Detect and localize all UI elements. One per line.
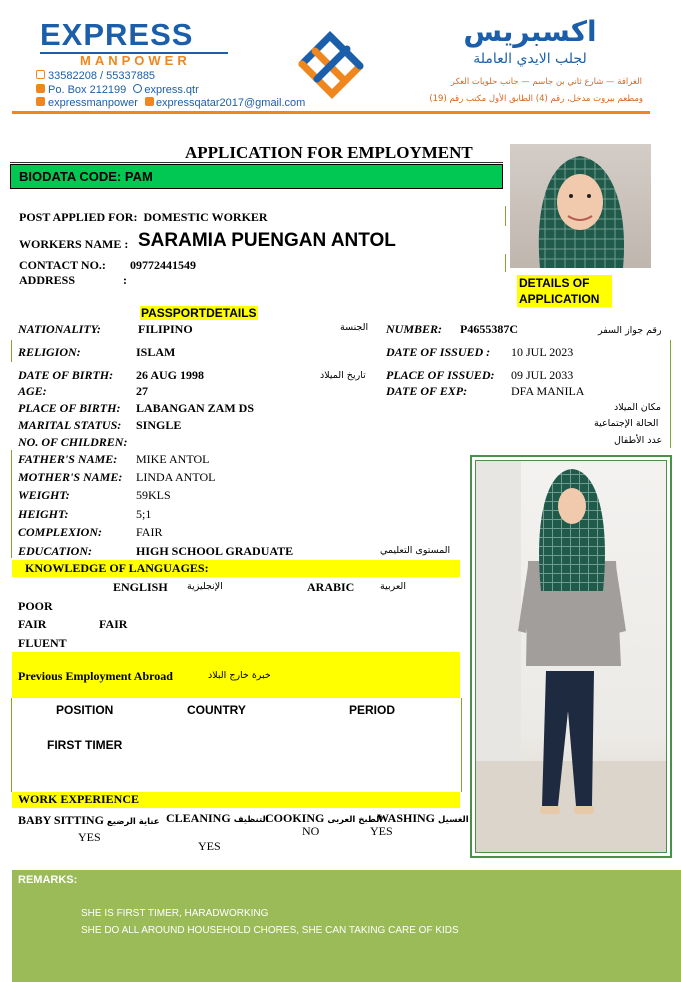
washing-ar: الغسيل [438,815,469,825]
washing-text: WASHING [377,811,436,825]
form-title: APPLICATION FOR EMPLOYMENT [185,143,473,162]
contact-row-edge [505,254,506,272]
arabic-ar: العربية [380,581,406,592]
facebook-text: express.qtr [144,83,199,96]
pobox-line [36,84,305,98]
cooking-label [265,811,382,826]
employment-heading-ar: خبرة خارج البلاد [208,670,271,681]
cleaning-text: CLEANING [166,811,231,825]
father-label: FATHER'S NAME: [18,452,118,466]
mother-label: MOTHER'S NAME: [18,470,123,484]
education-ar: المستوى التعليمي [380,545,451,556]
pob-value: LABANGAN ZAM DS [136,401,255,415]
address-colon: : [123,273,127,287]
cooking-value: NO [302,824,320,838]
height-label: HEIGHT: [18,507,69,521]
post-row-edge [505,206,506,226]
full-body-photo [475,460,667,853]
email-icon [145,97,154,106]
remarks-panel [12,870,681,982]
age-value: 27 [136,384,148,398]
employment-heading: Previous Employment Abroad [18,669,173,683]
phone-line [36,70,305,84]
cleaning-value: YES [198,839,221,853]
weight-label: WEIGHT: [18,488,70,502]
cooking-ar: الطبخ العربى [327,815,383,825]
right-edge-line [670,340,671,448]
remarks-line-2: SHE DO ALL AROUND HOUSEHOLD CHORES, SHE CAN TAKING CARE OF KIDS [81,925,459,936]
position-value: FIRST TIMER [47,738,123,752]
age-label: AGE: [18,384,47,398]
country-column-header: COUNTRY [187,703,246,717]
contact-value: 09772441549 [130,258,196,272]
address-label: ADDRESS [19,273,76,287]
nationality-label: NATIONALITY: [18,322,101,336]
remarks-label: REMARKS: [18,874,78,886]
header-divider [12,111,650,114]
social-line [36,97,305,111]
pob-label: PLACE OF BIRTH: [18,401,121,415]
passport-number-ar: رقم جواز السفر [598,325,662,336]
passport-number-label: NUMBER: [386,322,443,336]
marital-label: MARITAL STATUS: [18,418,122,432]
work-experience-heading: WORK EXPERIENCE [12,792,460,808]
arabic-logo-name: اكسبريس [463,15,597,48]
post-applied-row [19,210,268,225]
arabic-logo-sub: لجلب الايدي العاملة [473,51,587,67]
left-edge-line [11,340,12,362]
dob-label: DATE OF BIRTH: [18,368,114,382]
full-body-image [476,461,666,852]
employment-right-edge [461,698,462,792]
arabic-address-1: الغرافة — شارع ثاني بن جاسم — جانب حلويات العكر [450,77,642,87]
biodata-code-bar: BIODATA CODE: PAM [10,164,503,189]
dob-value: 26 AUG 1998 [136,368,205,382]
dob-ar: تاريخ الميلاد [320,370,366,381]
marital-ar: الحالة الإجتماعية [594,418,659,429]
letterhead [0,0,681,118]
baby-sitting-label [18,813,160,828]
knot-emblem-icon [290,24,372,106]
marital-value: SINGLE [136,418,182,432]
date-issued-label: DATE OF ISSUED : [386,345,491,359]
complexion-value: FAIR [136,525,163,539]
religion-value: ISLAM [136,345,176,359]
pob-ar: مكان الميلاد [614,402,662,413]
logo-wordmark: EXPRESS [40,17,194,52]
place-issued-label: PLACE OF ISSUED: [386,368,495,382]
instagram-text: expressmanpower [48,97,138,109]
full-body-photo-frame [470,455,672,858]
english-label: ENGLISH [113,580,168,594]
mail-icon [36,84,45,93]
arabic-label: ARABIC [307,580,355,594]
workers-name-label: WORKERS NAME : [19,237,129,251]
english-ar: الإنجليزية [187,581,223,592]
cooking-text: COOKING [265,811,325,825]
cleaning-label [166,811,269,826]
date-exp-value: DFA MANILA [511,384,585,398]
passport-number-value: P4655387C [460,322,518,336]
position-column-header: POSITION [56,703,114,717]
washing-value: YES [370,824,393,838]
baby-sitting-ar: عناية الرضيع [106,817,160,827]
phone-icon [36,70,45,79]
weight-value: 59KLS [136,488,171,502]
contact-block [36,70,305,111]
education-label: EDUCATION: [18,544,93,558]
children-label: NO. OF CHILDREN: [18,435,128,449]
father-value: MIKE ANTOL [136,452,210,466]
workers-name-value: SARAMIA PUENGAN ANTOL [138,230,396,251]
passport-details-heading: PASSPORTDETAILS [141,306,257,320]
languages-heading: KNOWLEDGE OF LANGUAGES: [12,560,460,577]
arabic-address-2: ومطعم بيروت مدخل، رقم (4) الطابق الأول مكتب رقم (19) [429,94,643,104]
arabic-logo [430,14,630,68]
logo-subtitle: MANPOWER [80,53,191,68]
mother-value: LINDA ANTOL [136,470,216,484]
post-value: DOMESTIC WORKER [143,210,268,224]
contact-label: CONTACT NO.: [19,258,106,272]
religion-label: RELIGION: [18,345,81,359]
baby-sitting-text: BABY SITTING [18,813,104,827]
level-fair: FAIR [18,617,47,631]
place-issued-value: 09 JUL 2033 [511,368,574,382]
remarks-line-1: SHE IS FIRST TIMER, HARADWORKING [81,908,269,919]
nationality-ar: الجنسة [340,322,369,333]
children-ar: عدد الأطفال [614,435,663,446]
left-edge-line-2 [11,450,12,558]
facebook-icon [133,84,142,93]
employment-left-edge [11,698,12,792]
post-label: POST APPLIED FOR: [19,210,138,224]
phone-text: 33582208 / 55337885 [48,70,156,82]
instagram-icon [36,97,45,106]
period-column-header: PERIOD [349,703,396,717]
headshot-image [510,144,651,268]
email-text: expressqatar2017@gmail.com [155,97,306,109]
headshot-photo [510,144,651,268]
employment-heading-bar [12,652,460,698]
date-issued-value: 10 JUL 2023 [511,345,574,359]
title-rule [10,162,503,163]
english-level-value: FAIR [99,617,128,631]
education-value: HIGH SCHOOL GRADUATE [136,544,294,558]
complexion-label: COMPLEXION: [18,525,103,539]
pobox-text: Po. Box 212199 [48,83,127,96]
nationality-value: FILIPINO [138,322,193,336]
level-poor: POOR [18,599,53,613]
level-fluent: FLUENT [18,636,67,650]
baby-sitting-value: YES [78,830,101,844]
cleaning-ar: التنظيف [233,815,269,825]
date-exp-label: DATE OF EXP: [386,384,468,398]
height-value: 5;1 [136,507,152,521]
details-of-application: DETAILS OF APPLICATION [517,275,612,307]
